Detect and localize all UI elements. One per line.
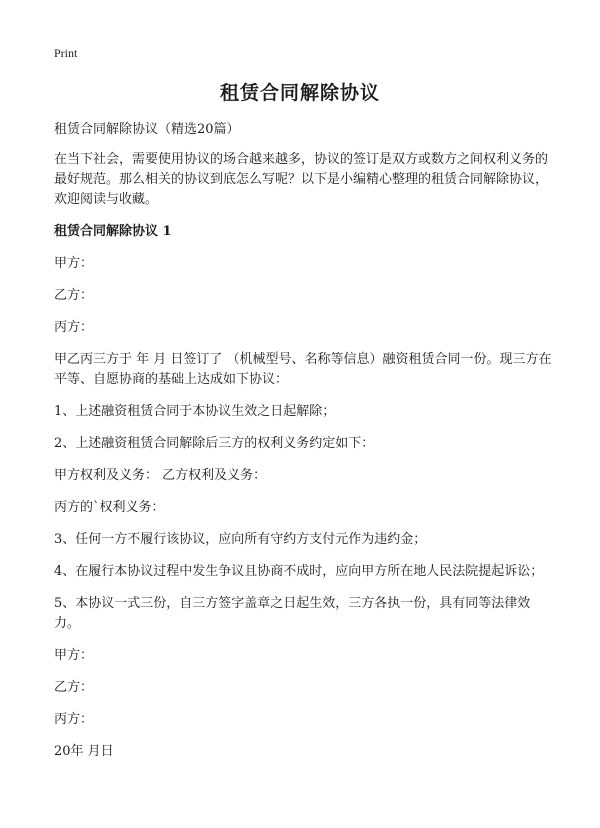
section-heading: 租赁合同解除协议 1	[54, 224, 172, 239]
document-subtitle: 租赁合同解除协议（精选20篇）	[54, 122, 240, 137]
party-c-line: 丙方：	[54, 320, 94, 335]
clause-2: 2、上述融资租赁合同解除后三方的权利义务约定如下：	[54, 436, 375, 451]
document-body	[54, 120, 554, 774]
intro-paragraph: 在当下社会，需要使用协议的场合越来越多，协议的签订是双方或数方之间权利义务的最好规范。那么相关的协议到底怎么写呢？以下是小编精心整理的租赁合同解除协议，欢迎阅读与收藏。	[54, 152, 549, 207]
signature-party-c: 丙方：	[54, 712, 94, 727]
party-b-line: 乙方：	[54, 288, 94, 303]
signature-party-b: 乙方：	[54, 680, 94, 695]
party-ab-rights: 甲方权利及义务： 乙方权利及义务：	[54, 468, 267, 483]
agreement-preamble: 甲乙丙三方于 年 月 日签订了 （机械型号、名称等信息）融资租赁合同一份。现三方在平等、自愿协商的基础上达成如下协议：	[54, 352, 552, 387]
clause-4: 4、在履行本协议过程中发生争议且协商不成时，应向甲方所在地人民法院提起诉讼；	[54, 564, 544, 579]
clause-5: 5、本协议一式三份，自三方签字盖章之日起生效，三方各执一份，具有同等法律效力。	[54, 596, 531, 631]
document-title: 租赁合同解除协议	[219, 82, 380, 104]
clause-1: 1、上述融资租赁合同于本协议生效之日起解除；	[54, 404, 336, 419]
party-c-rights: 丙方的`权利义务：	[54, 500, 165, 515]
party-a-line: 甲方：	[54, 256, 94, 271]
print-link[interactable]: Print	[54, 46, 78, 60]
signature-date: 20年 月日	[54, 744, 114, 759]
clause-3: 3、任何一方不履行该协议，应向所有守约方支付元作为违约金；	[54, 532, 427, 547]
signature-party-a: 甲方：	[54, 648, 94, 663]
